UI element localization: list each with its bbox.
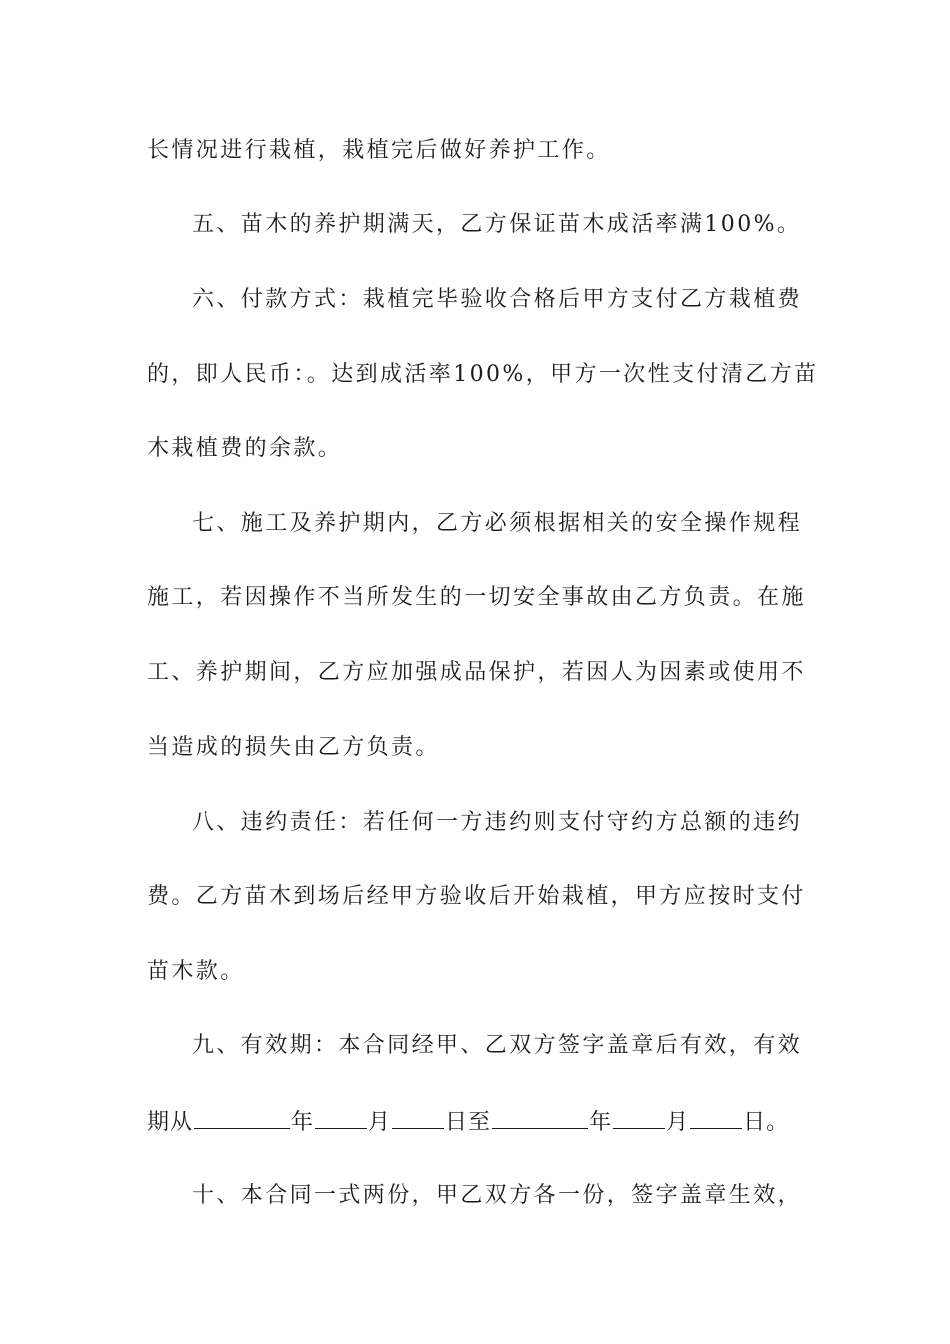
paragraph-line: 当造成的损失由乙方负责。 [147, 735, 440, 760]
start-day-blank [392, 1106, 444, 1129]
validity-period-line [147, 1106, 807, 1138]
day-to-label: 日至 [445, 1110, 492, 1135]
paragraph-line: 工、养护期间，乙方应加强成品保护，若因人为因素或使用不 [147, 660, 806, 685]
end-day-blank [690, 1106, 742, 1129]
clause-8: 八、违约责任：若任何一方违约则支付守约方总额的违约 [192, 810, 803, 835]
month-label: 月 [666, 1110, 690, 1135]
validity-prefix: 期从 [147, 1110, 194, 1135]
paragraph-line: 长情况进行栽植，栽植完后做好养护工作。 [147, 138, 611, 163]
month-label: 月 [368, 1110, 392, 1135]
clause-10: 十、本合同一式两份，甲乙双方各一份，签字盖章生效， [192, 1183, 803, 1208]
year-label: 年 [589, 1110, 613, 1135]
paragraph-line: 施工，若因操作不当所发生的一切安全事故由乙方负责。在施 [147, 585, 806, 610]
paragraph-line: 苗木款。 [147, 959, 245, 984]
paragraph-line: 费。乙方苗木到场后经甲方验收后开始栽植，甲方应按时支付 [147, 884, 806, 909]
clause-9: 九、有效期：本合同经甲、乙双方签字盖章后有效，有效 [192, 1033, 803, 1058]
day-end-label: 日。 [743, 1110, 790, 1135]
end-month-blank [613, 1106, 665, 1129]
paragraph-line: 的，即人民币：。达到成活率100%，甲方一次性支付清乙方苗 [147, 362, 819, 387]
start-year-blank [194, 1106, 290, 1129]
end-year-blank [492, 1106, 588, 1129]
paragraph-line: 木栽植费的余款。 [147, 436, 343, 461]
start-month-blank [315, 1106, 367, 1129]
clause-6: 六、付款方式：栽植完毕验收合格后甲方支付乙方栽植费 [192, 287, 803, 312]
year-label: 年 [291, 1110, 315, 1135]
clause-7: 七、施工及养护期内，乙方必须根据相关的安全操作规程 [192, 511, 803, 536]
clause-5: 五、苗木的养护期满天，乙方保证苗木成活率满100%。 [192, 212, 802, 237]
